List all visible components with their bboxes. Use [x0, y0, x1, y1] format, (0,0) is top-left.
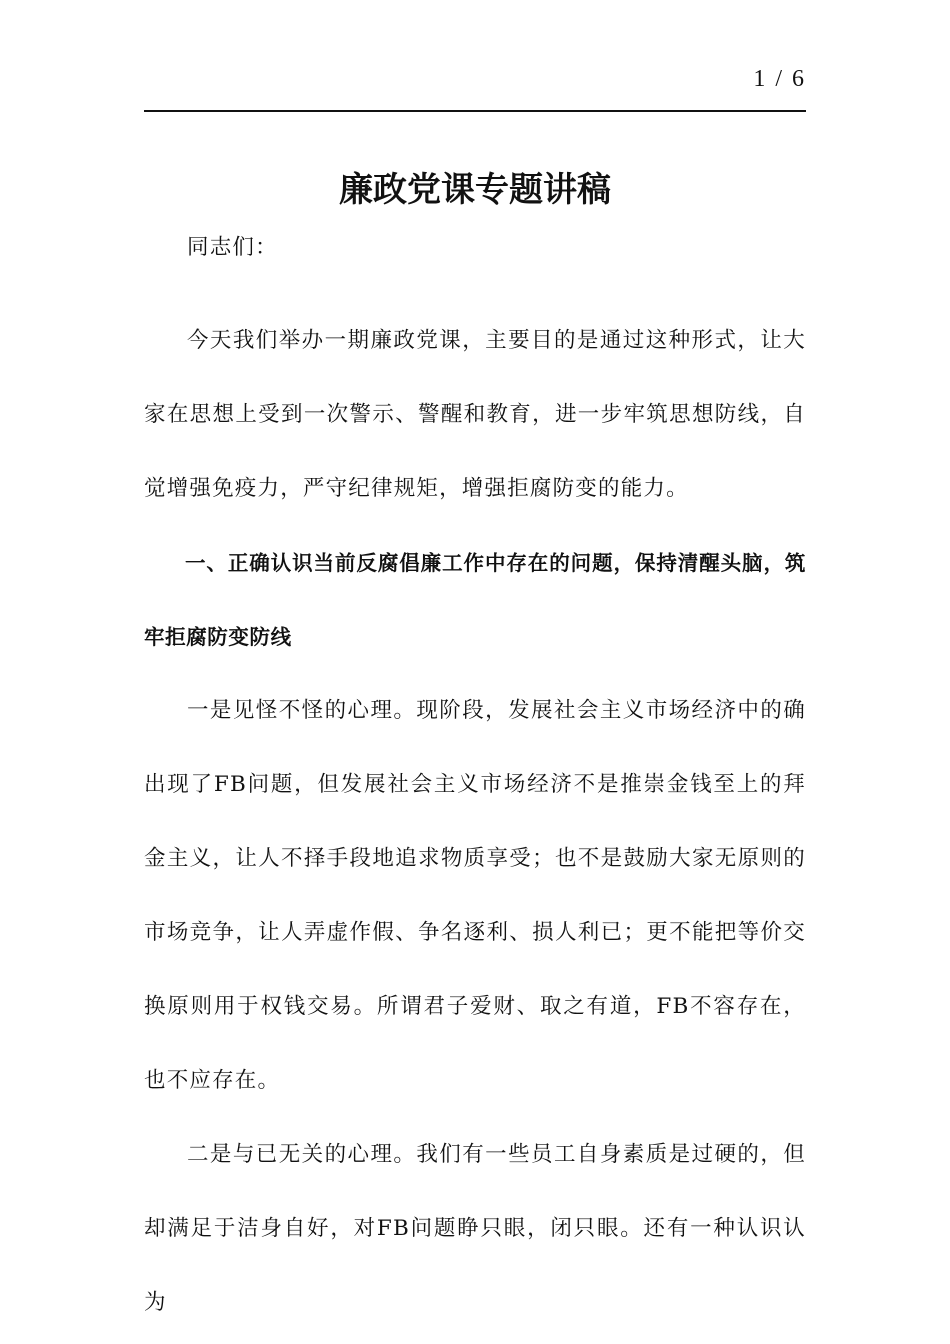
document-title: 廉政党课专题讲稿: [339, 170, 611, 210]
body-paragraph: 一是见怪不怪的心理。现阶段，发展社会主义市场经济中的确出现了FB问题，但发展社会主义市场经济不是推崇金钱至上的拜金主义，让人不择手段地追求物质享受；也不是鼓励大家无原则的市场竞争，让人弄虚作假、争名逐利、损人利已；更不能把等价交换原则用于权钱交易。所谓君子爱财、取之有道，FB不容存在，也不应存在。: [144, 698, 806, 1093]
page-number: 1 / 6: [753, 66, 806, 92]
salutation-paragraph: 同志们：: [187, 235, 278, 260]
document-body: [144, 230, 806, 1340]
body-paragraph: 二是与已无关的心理。我们有一些员工自身素质是过硬的，但却满足于洁身自好，对FB问题睁只眼，闭只眼。还有一种认识认为: [144, 1142, 806, 1315]
header-divider: [144, 110, 806, 112]
intro-paragraph: 今天我们举办一期廉政党课，主要目的是通过这种形式，让大家在思想上受到一次警示、警醒和教育，进一步牢筑思想防线，自觉增强免疫力，严守纪律规矩，增强拒腐防变的能力。: [144, 328, 806, 501]
section-heading: 一、正确认识当前反腐倡廉工作中存在的问题，保持清醒头脑，筑牢拒腐防变防线: [144, 551, 806, 649]
